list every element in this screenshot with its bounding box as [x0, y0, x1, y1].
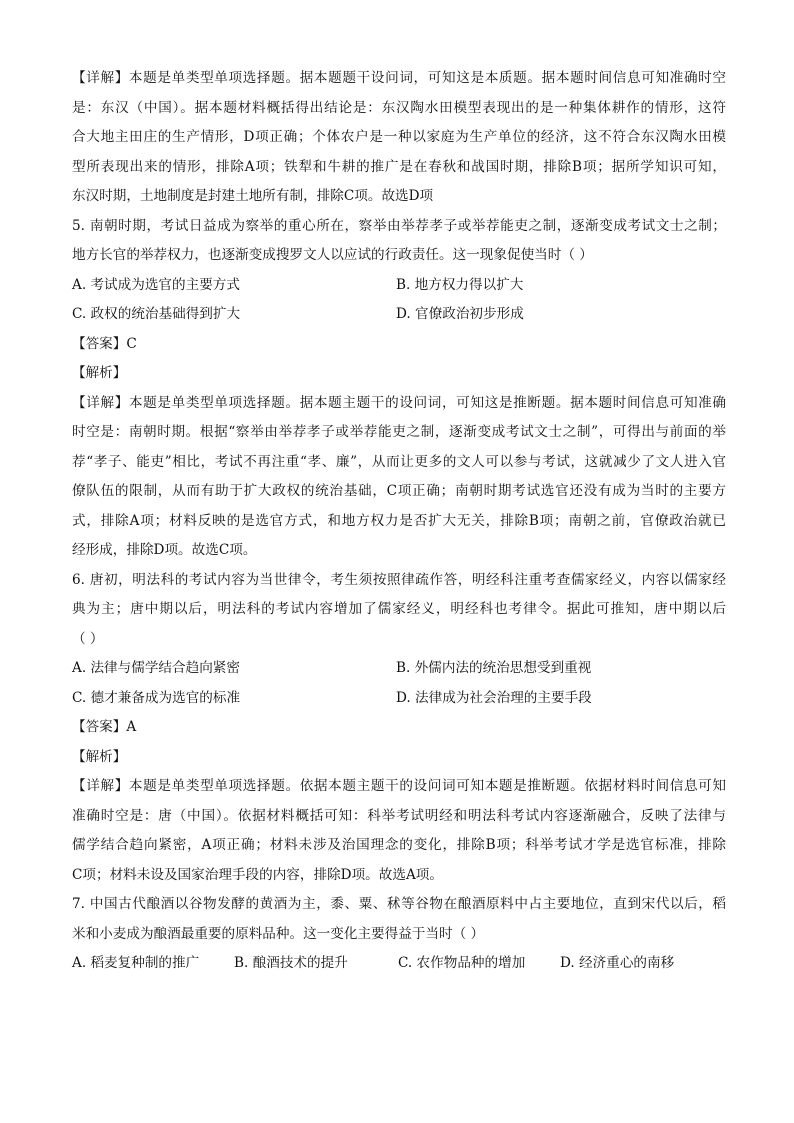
q5-detail-line-5: 式，排除A项；材料反映的是选官方式，和地方权力是否扩大无关，排除B项；南朝之前，官僚政治就已 [72, 512, 726, 529]
q6-option-d: D. 法律成为社会治理的主要手段 [396, 689, 592, 706]
q6-stem-line-1: 6. 唐初，明法科的考试内容为当世律令，考生须按照律疏作答，明经科注重考查儒家经义，内容以儒家经 [72, 571, 726, 588]
q6-options-row-1 [72, 654, 726, 684]
q5-detail-line-6: 经形成，排除D项。故选C项。 [72, 542, 257, 558]
document-page [72, 64, 726, 979]
q7-options-row [72, 949, 726, 979]
q7-option-c: C. 农作物品种的增加 [398, 955, 526, 971]
q6-detail-line-1: 【详解】本题是单类型单项选择题。依据本题主题干的设问词可知本题是推断题。依据材料时间信息可知 [72, 778, 726, 794]
q7-stem-line-2: 米和小麦成为酿酒最重要的原料品种。这一变化主要得益于当时（ ） [72, 925, 485, 942]
q6-options-row-2 [72, 684, 726, 714]
q5-options-row-1 [72, 271, 726, 301]
q5-option-a: A. 考试成为选官的主要方式 [72, 276, 240, 293]
q4-detail-line-2: 是：东汉（中国）。据本题材料概括得出结论是：东汉陶水田模型表现出的是一种集体耕作的情形，这符 [72, 99, 726, 116]
q4-detail-line-1: 【详解】本题是单类型单项选择题。据本题题干设问词，可知这是本质题。据本题时间信息可知准确时空 [72, 70, 726, 86]
q7-option-a: A. 稻麦复种制的推广 [72, 955, 200, 971]
q6-stem-line-3: （ ） [72, 630, 104, 647]
q5-detail-line-1: 【详解】本题是单类型单项选择题。据本题主题干的设问词，可知这是推断题。据本题时间信息可知准确 [72, 394, 726, 411]
q6-analysis-label: 【解析】 [72, 748, 127, 765]
q6-detail-line-2: 准确时空是：唐（中国）。依据材料概括可知：科举考试明经和明法科考试内容逐渐融合，反映了法律与 [72, 807, 726, 824]
q5-detail-line-4: 僚队伍的限制，从而有助于扩大政权的统治基础，C项正确；南朝时期考试选官还没有成为当时的主要方 [72, 483, 726, 499]
q5-option-c: C. 政权的统治基础得到扩大 [72, 306, 241, 322]
q7-stem-line-1: 7. 中国古代酿酒以谷物发酵的黄酒为主，黍、粟、秫等谷物在酿酒原料中占主要地位，直到宋代以后，稻 [72, 896, 726, 912]
q4-detail-line-3: 合大地主田庄的生产情形，D项正确；个体农户是一种以家庭为生产单位的经济，这不符合东汉陶水田模 [72, 129, 726, 145]
q5-analysis-label: 【解析】 [72, 365, 127, 381]
q5-detail-line-2: 时空是：南朝时期。根据“察举由举荐孝子或举荐能吏之制，逐渐变成考试文士之制”，可得出与前面的举 [72, 424, 726, 440]
q6-stem-line-2: 典为主；唐中期以后，明法科的考试内容增加了儒家经义，明经科也考律令。据此可推知，唐中期以后 [72, 601, 726, 617]
q5-answer: 【答案】C [72, 335, 137, 352]
q7-option-d: D. 经济重心的南移 [560, 955, 675, 971]
q5-option-d: D. 官僚政治初步形成 [396, 306, 524, 322]
q5-options-row-2 [72, 300, 726, 330]
q6-option-a: A. 法律与儒学结合趋向紧密 [72, 660, 240, 676]
q6-detail-line-4: C项；材料未设及国家治理手段的内容，排除D项。故选A项。 [72, 866, 443, 883]
q6-option-b: B. 外儒内法的统治思想受到重视 [396, 660, 592, 676]
q4-detail-line-4: 型所表现出来的情形，排除A项；铁犁和牛耕的推广是在春秋和战国时期，排除B项；据所学知识可知， [72, 158, 726, 175]
q5-detail-line-3: 荐“孝子、能吏”相比，考试不再注重“孝、廉”，从而让更多的文人可以参与考试，这就减少了文人进入官 [72, 453, 726, 470]
q6-option-c: C. 德才兼备成为选官的标准 [72, 689, 241, 706]
q5-option-b: B. 地方权力得以扩大 [396, 276, 524, 293]
q6-detail-line-3: 儒学结合趋向紧密，A项正确；材料未涉及治国理念的变化，排除B项；科举考试才学是选官标准，排除 [72, 837, 726, 853]
q5-stem-line-2: 地方长官的举荐权力，也逐渐变成搜罗文人以应试的行政责任。这一现象促使当时（ ） [72, 247, 593, 263]
q5-stem-line-1: 5. 南朝时期，考试日益成为察举的重心所在，察举由举荐孝子或举荐能吏之制，逐渐变成考试文士之制； [72, 217, 726, 234]
q6-answer: 【答案】A [72, 719, 137, 735]
q4-detail-line-5: 东汉时期，土地制度是封建土地所有制，排除C项。故选D项 [72, 188, 434, 204]
q7-option-b: B. 酿酒技术的提升 [234, 955, 348, 971]
